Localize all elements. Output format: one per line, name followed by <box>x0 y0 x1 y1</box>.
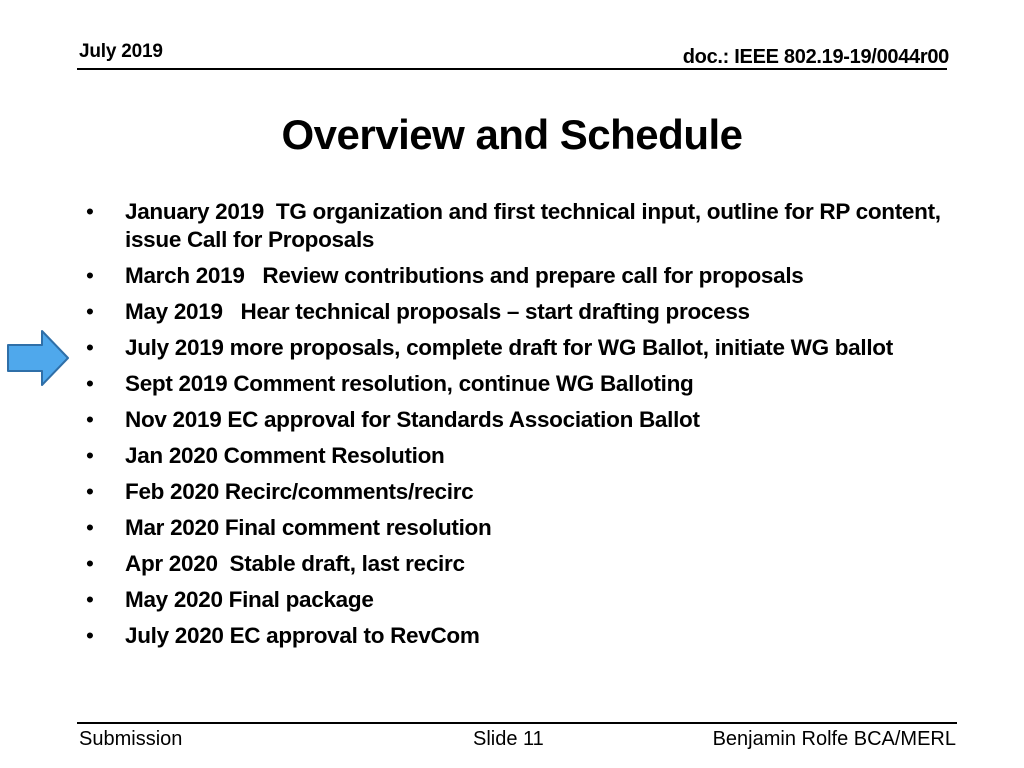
list-item <box>86 370 946 398</box>
bullet-icon: • <box>86 199 94 224</box>
list-item-text: Jan 2020 Comment Resolution <box>125 443 445 468</box>
footer-slide-number: Slide 11 <box>473 728 544 750</box>
list-item <box>86 514 946 542</box>
list-item-text: January 2019 TG organization and first technical input, outline for RP content, issue Call for Proposals <box>125 199 947 252</box>
list-item <box>86 550 946 578</box>
list-item <box>86 298 946 326</box>
bullet-icon: • <box>86 371 94 396</box>
list-item <box>86 586 946 614</box>
list-item-text: Feb 2020 Recirc/comments/recirc <box>125 479 474 504</box>
list-item-text: Sept 2019 Comment resolution, continue WG Balloting <box>125 371 694 396</box>
list-item <box>86 334 946 362</box>
list-item-text: Apr 2020 Stable draft, last recirc <box>125 551 465 576</box>
bullet-icon: • <box>86 443 94 468</box>
header-doc-id: doc.: IEEE 802.19-19/0044r00 <box>682 46 949 68</box>
list-item-text: Mar 2020 Final comment resolution <box>125 515 492 540</box>
list-item-text: Nov 2019 EC approval for Standards Association Ballot <box>125 407 700 432</box>
bullet-icon: • <box>86 335 94 360</box>
footer-rule <box>77 722 957 724</box>
bullet-icon: • <box>86 551 94 576</box>
list-item <box>86 262 946 290</box>
list-item-text: July 2019 more proposals, complete draft for WG Ballot, initiate WG ballot <box>125 335 893 360</box>
bullet-icon: • <box>86 623 94 648</box>
header-date: July 2019 <box>79 41 163 62</box>
header-rule <box>77 68 947 70</box>
list-item-text: July 2020 EC approval to RevCom <box>125 623 480 648</box>
bullet-icon: • <box>86 515 94 540</box>
footer-author: Benjamin Rolfe BCA/MERL <box>712 728 956 750</box>
slide-title: Overview and Schedule <box>281 111 743 158</box>
list-item-text: May 2019 Hear technical proposals – start drafting process <box>125 299 750 324</box>
bullet-icon: • <box>86 587 94 612</box>
list-item-text: March 2019 Review contributions and prepare call for proposals <box>125 263 804 288</box>
list-item <box>86 198 946 254</box>
schedule-list <box>86 198 946 658</box>
list-item <box>86 478 946 506</box>
bullet-icon: • <box>86 299 94 324</box>
list-item-text: May 2020 Final package <box>125 587 374 612</box>
right-arrow-icon <box>6 329 70 387</box>
arrow-shape <box>8 331 68 385</box>
list-item <box>86 442 946 470</box>
list-item <box>86 622 946 650</box>
bullet-icon: • <box>86 479 94 504</box>
bullet-icon: • <box>86 407 94 432</box>
bullet-icon: • <box>86 263 94 288</box>
list-item <box>86 406 946 434</box>
footer-submission: Submission <box>79 728 183 750</box>
